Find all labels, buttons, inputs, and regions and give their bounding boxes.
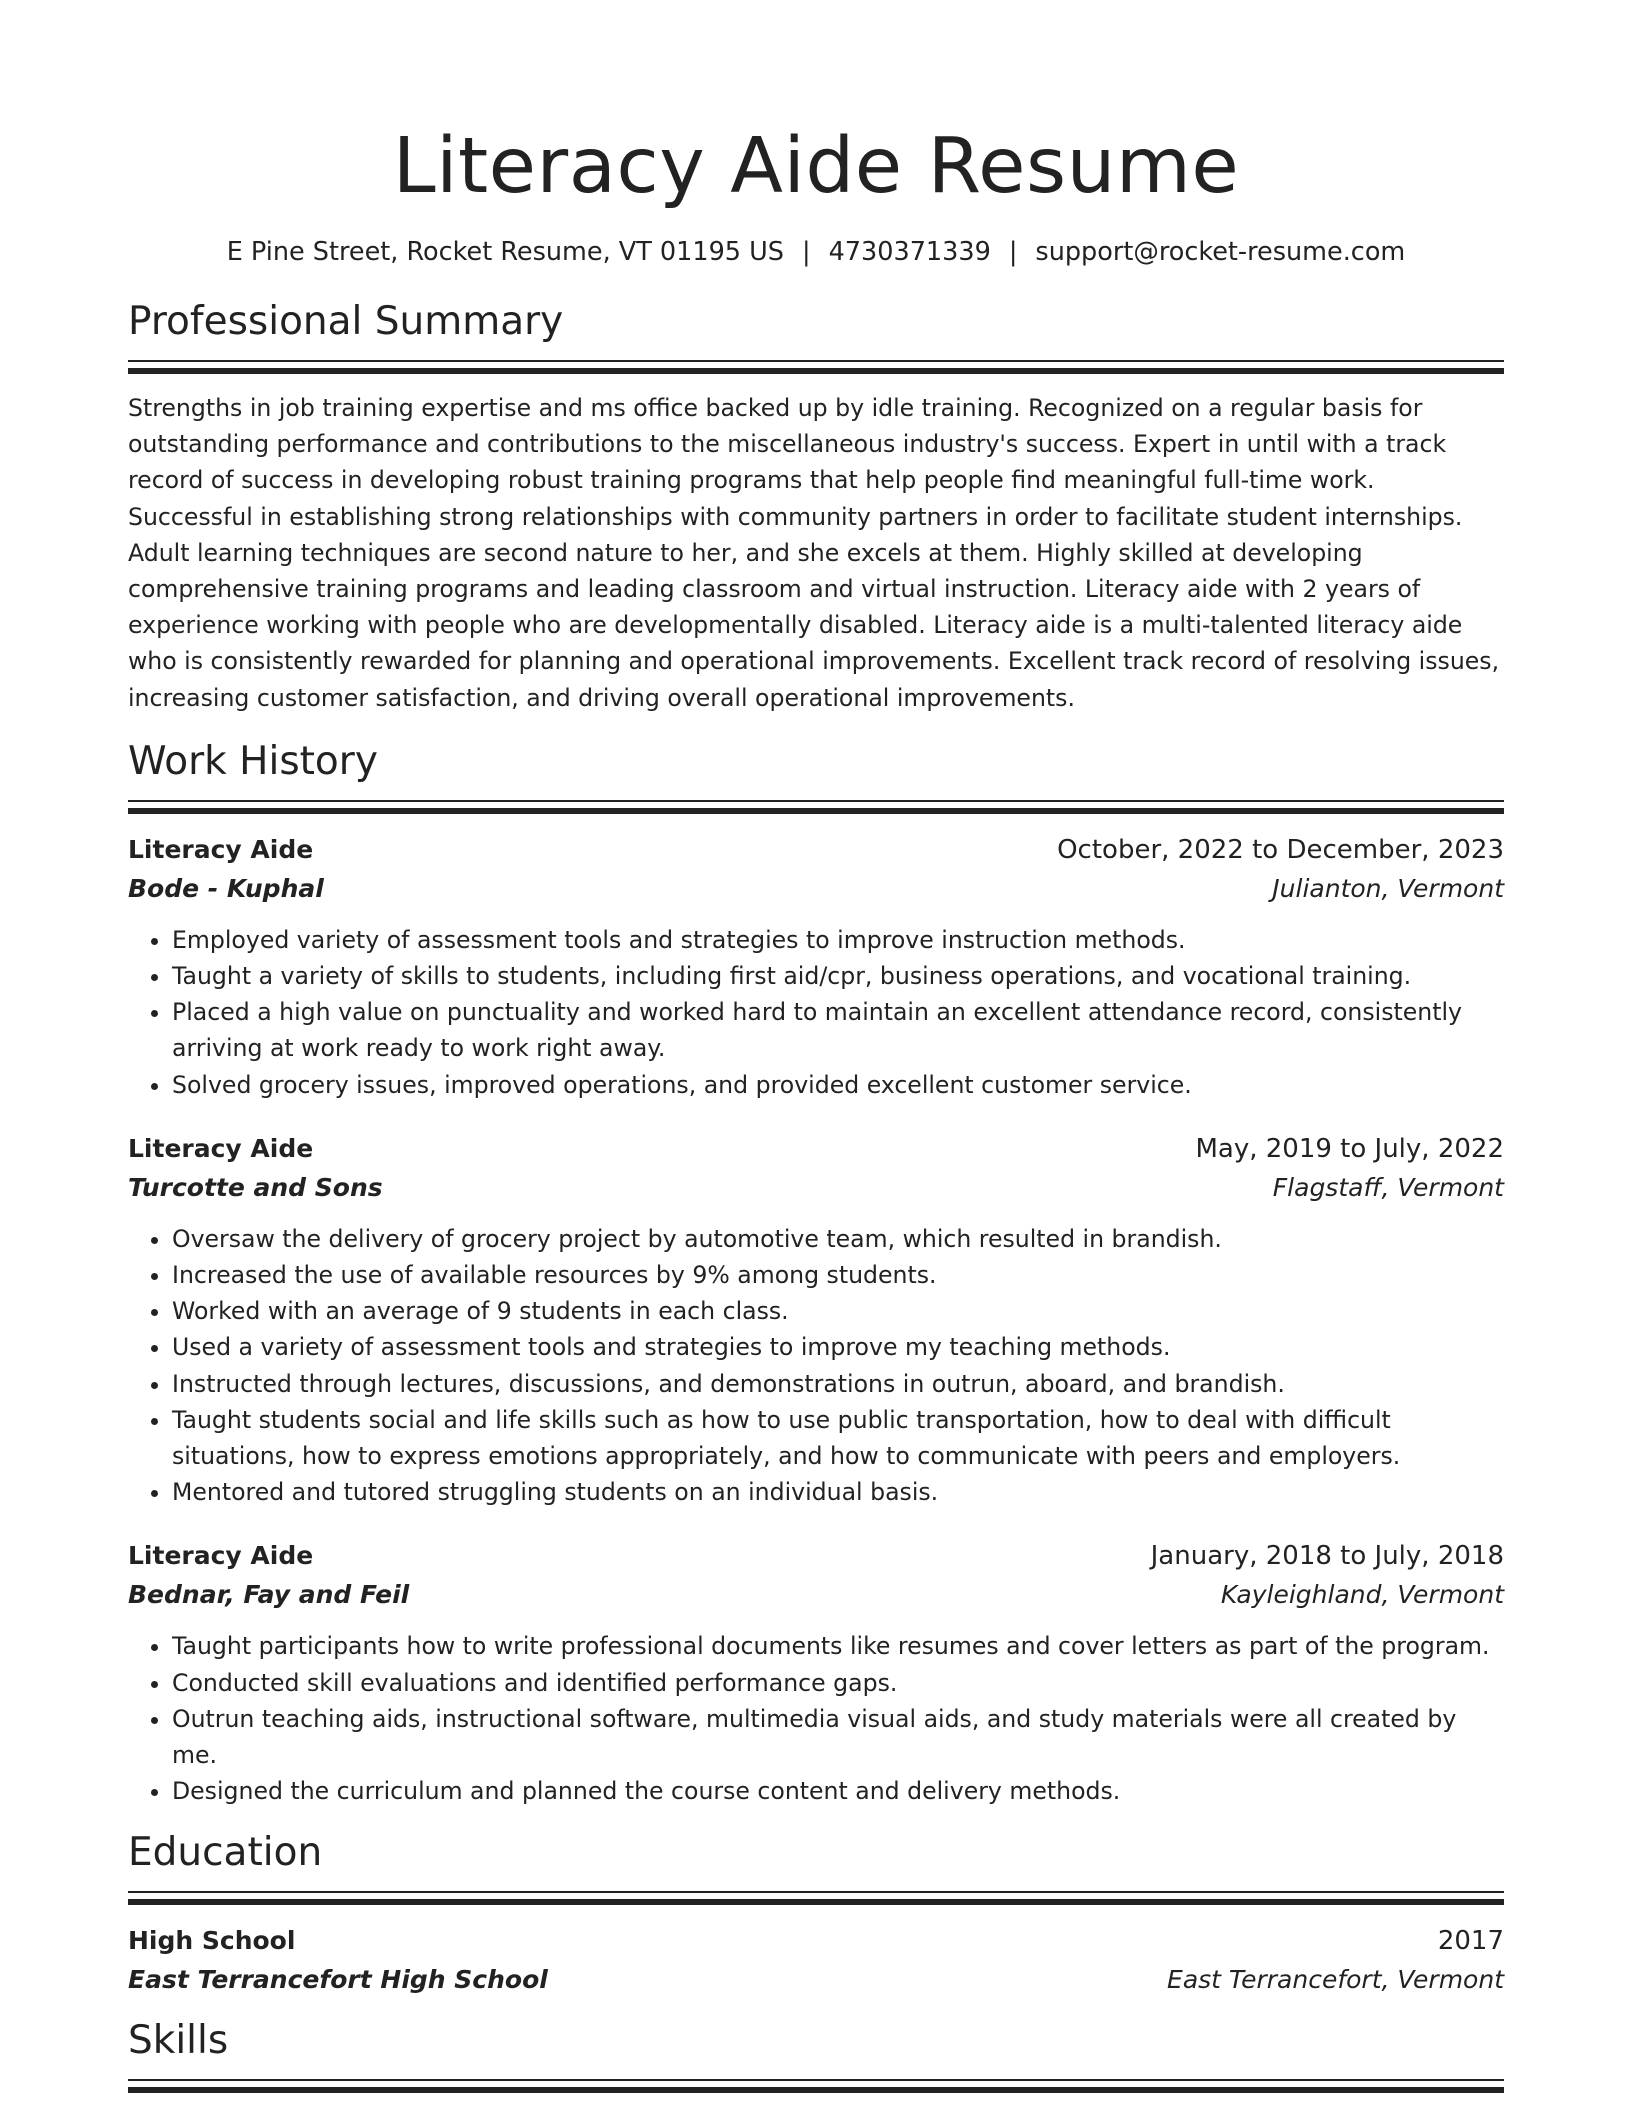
list-item: • Solved grocery issues, improved operations, and provided excellent customer service. [172,1067,1504,1103]
job-bullets [128,1221,1504,1511]
education-header-row [128,1921,1504,1961]
section-divider [128,1891,1504,1905]
list-item: • Instructed through lectures, discussions, and demonstrations in outrun, aboard, and brandish. [172,1366,1504,1402]
section-divider [128,360,1504,374]
list-item: • Outrun teaching aids, instructional software, multimedia visual aids, and study materials were all created by me. [172,1701,1504,1773]
resume-content [128,118,1504,2093]
education-entry [128,1921,1504,1999]
job-dates: January, 2018 to July, 2018 [1150,1541,1504,1572]
section-divider [128,800,1504,814]
list-item: • Oversaw the delivery of grocery project by automotive team, which resulted in brandish. [172,1221,1504,1257]
list-item: • Taught a variety of skills to students, including first aid/cpr, business operations, and vocational training. [172,958,1504,994]
work-history-section [128,736,1504,1810]
education-year: 2017 [1437,1926,1504,1957]
job-entry [128,1536,1504,1809]
resume-title: Literacy Aide Resume [392,122,1240,211]
list-item: • Increased the use of available resources by 9% among students. [172,1257,1504,1293]
job-company-row [128,870,1504,908]
summary-text: Strengths in job training expertise and ms office backed up by idle training. Recognized on a regular basis for outstanding performance and contributions to the miscellaneous industry's success. Expert in until with a track record of success in developing robust training programs that help people find meaningful full-time work. Successful in establishing strong relationships with community partners in order to facilitate student internships. Adult learning techniques are second nature to her, and she excels at them. Highly skilled at developing comprehensive training programs and leading classroom and virtual instruction. Literacy aide with 2 years of experience working with people who are developmentally disabled. Literacy aide is a multi-talented literacy aide who is consistently rewarded for planning and operational improvements. Excellent track record of resolving issues, increasing customer satisfaction, and driving overall operational improvements. [128,394,1500,712]
job-location: Julianton, Vermont [1272,873,1504,903]
job-entry [128,1129,1504,1511]
list-item: • Mentored and tutored struggling students on an individual basis. [172,1474,1504,1510]
contact-phone: 4730371339 [828,237,991,267]
list-item: • Conducted skill evaluations and identified performance gaps. [172,1665,1504,1701]
education-degree: High School [128,1926,296,1956]
list-item: • Employed variety of assessment tools and strategies to improve instruction methods. [172,922,1504,958]
job-company-row [128,1169,1504,1207]
job-header-row [128,830,1504,870]
job-entry [128,830,1504,1103]
job-dates: October, 2022 to December, 2023 [1057,834,1504,865]
job-dates: May, 2019 to July, 2022 [1195,1133,1504,1164]
list-item: • Used a variety of assessment tools and strategies to improve my teaching methods. [172,1329,1504,1365]
list-item: • Taught students social and life skills such as how to use public transportation, how to deal with difficult situations, how to express emotions appropriately, and how to communicate with peers and employers. [172,1402,1504,1474]
job-location: Flagstaff, Vermont [1272,1172,1504,1202]
list-item: • Worked with an average of 9 students in each class. [172,1293,1504,1329]
job-company: Bode - Kuphal [128,873,324,903]
contact-separator: | [801,237,811,267]
job-company: Turcotte and Sons [128,1172,383,1202]
job-company: Bednar, Fay and Feil [128,1580,410,1610]
section-heading: Education [128,1830,323,1876]
contact-line [128,234,1504,270]
summary-section [128,296,1504,716]
job-title: Literacy Aide [128,834,314,864]
contact-separator: | [1008,237,1018,267]
list-item: • Designed the curriculum and planned the course content and delivery methods. [172,1773,1504,1809]
section-heading: Professional Summary [128,299,564,344]
contact-email: support@rocket-resume.com [1035,237,1406,267]
job-location: Kayleighland, Vermont [1220,1580,1504,1610]
section-heading: Skills [128,2018,229,2064]
job-header-row [128,1129,1504,1169]
section-divider [128,2079,1504,2093]
list-item: • Taught participants how to write professional documents like resumes and cover letters as part of the program. [172,1628,1504,1664]
job-bullets [128,922,1504,1103]
education-school: East Terrancefort High School [128,1965,548,1995]
skills-section [128,2015,1504,2093]
education-school-row [128,1961,1504,1999]
job-company-row [128,1576,1504,1614]
contact-address: E Pine Street, Rocket Resume, VT 01195 US [226,237,784,267]
education-section [128,1827,1504,1999]
job-title: Literacy Aide [128,1133,314,1163]
list-item: • Placed a high value on punctuality and worked hard to maintain an excellent attendance record, consistently arriving at work ready to work right away. [172,994,1504,1066]
section-heading: Work History [128,738,378,784]
job-header-row [128,1536,1504,1576]
job-bullets [128,1628,1504,1809]
job-title: Literacy Aide [128,1541,314,1571]
education-location: East Terrancefort, Vermont [1167,1965,1504,1995]
